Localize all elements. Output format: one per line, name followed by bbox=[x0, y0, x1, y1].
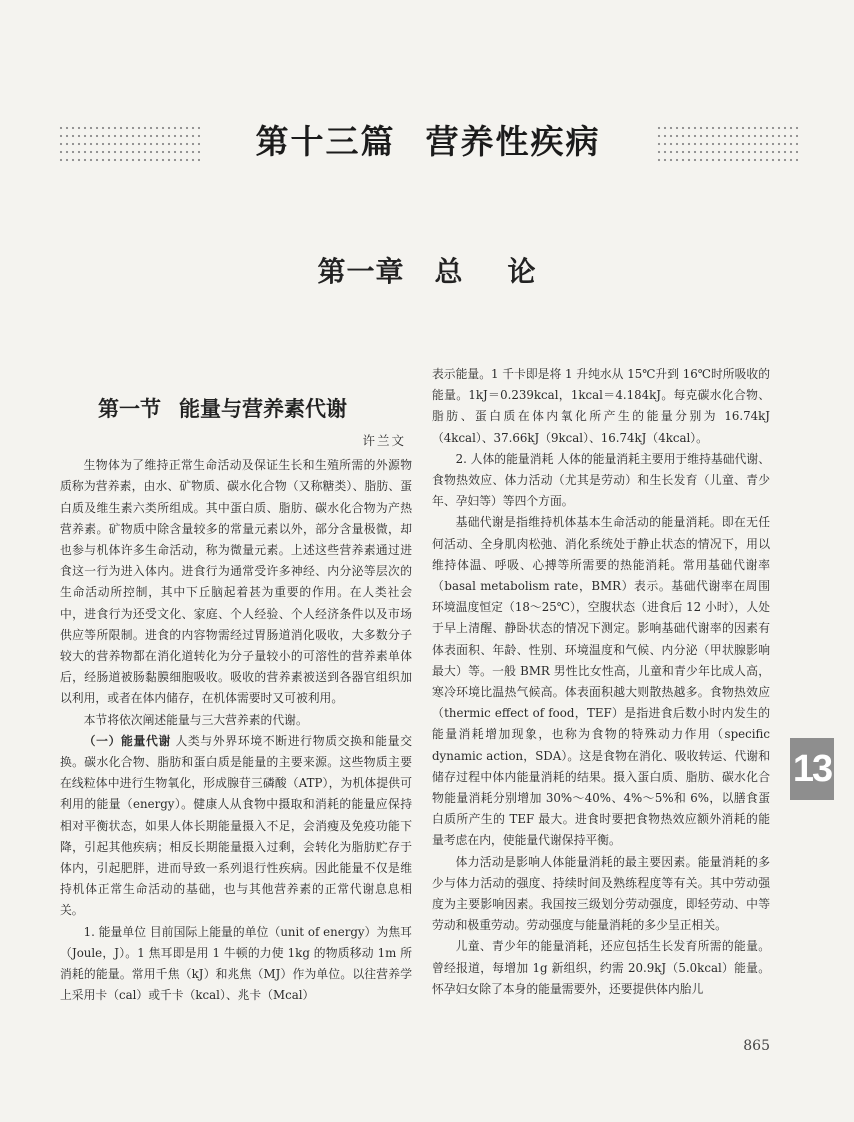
dot-pattern-right bbox=[656, 124, 798, 164]
subhead-energy-metabolism: （一）能量代谢 bbox=[83, 733, 171, 748]
paragraph-growth: 儿童、青少年的能量消耗，还应包括生长发育所需的能量。曾经报道，每增加 1g 新组织，约需 20.9kJ（5.0kcal）能量。怀孕妇女除了本身的能量需要外，还要提供体内胎儿 bbox=[432, 939, 770, 996]
paragraph-energy-metabolism-text: 人类与外界环境不断进行物质交换和能量交换。碳水化合物、脂肪和蛋白质是能量的主要来源。这些物质主要在线粒体中进行生物氧化，形成腺苷三磷酸（ATP），为机体提供可利用的能量（energy）。健康人从食物中摄取和消耗的能量应保持相对平衡状态，如果人体长期能量摄入不足，会消瘦及免疫功能下降，引起其他疾病；相反长期能量摄入过剩，会转化为脂肪贮存于体内，引起肥胖，进而导致一系列退行性疾病。因此能量不仅是维持机体正常生命活动的基础，也与其他营养素的正常代谢息息相关。 bbox=[60, 733, 412, 918]
chapter-tab: 13 bbox=[790, 738, 834, 800]
chapter-name-2: 论 bbox=[507, 255, 537, 288]
section-title bbox=[98, 394, 412, 424]
subhead-energy-consumption: 2. 人体的能量消耗 bbox=[455, 451, 554, 466]
paragraph-energy-unit bbox=[60, 922, 412, 1007]
paragraph-intro: 生物体为了维持正常生命活动及保证生长和生殖所需的外源物质称为营养素，由水、矿物质、碳水化合物（又称糖类）、脂肪、蛋白质及维生素六类所组成。其中蛋白质、脂肪、碳水化合物为产热营养素。矿物质中除含量较多的常量元素以外，部分含量极微，却也参与机体许多生命活动，称为微量元素。上述这些营养素通过进食这一行为进入体内。进食行为通常受许多神经、内分泌等层次的生命活动所控制，其中下丘脑起着甚为重要的作用。在人类社会中，进食行为还受文化、家庭、个人经验、个人经济条件以及市场供应等所限制。进食的内容物需经过胃肠道消化吸收，大多数分子较大的营养物都在消化道转化为分子量较小的可溶性的营养素单体后，经肠道被肠黏膜细胞吸收。吸收的营养素被送到各器官组织加以利用，或者在体内储存，在机体需要时又可被利用。 bbox=[60, 458, 412, 706]
section-label: 第一节 bbox=[98, 396, 161, 421]
subhead-energy-unit: 1. 能量单位 bbox=[83, 924, 147, 939]
paragraph-energy-consumption-text: 人体的能量消耗主要用于维持基础代谢、食物热效应、体力活动（尤其是劳动）和生长发育（儿童、青少年、孕妇等）等四个方面。 bbox=[432, 451, 770, 509]
paragraph-physical-activity: 体力活动是影响人体能量消耗的最主要因素。能量消耗的多少与体力活动的强度、持续时间及熟练程度等有关。其中劳动强度为主要影响因素。我国按三级划分劳动强度，即轻劳动、中等劳动和极重劳动。劳动强度与能量消耗的多少呈正相关。 bbox=[432, 854, 770, 933]
left-column bbox=[60, 370, 412, 1006]
part-name: 营养性疾病 bbox=[425, 122, 601, 161]
chapter-name-1: 总 bbox=[434, 255, 464, 288]
paragraph-energy-unit-text: 目前国际上能量的单位（unit of energy）为焦耳（Joule，J）。1 焦耳即是用 1 牛顿的力使 1kg 的物质移动 1m 所消耗的能量。常用千焦（kJ）和兆焦（MJ）作为单位。以往营养学上采用卡（cal）或千卡（kcal）、兆卡（Mcal） bbox=[60, 924, 412, 1003]
author-name: 许兰文 bbox=[362, 433, 406, 448]
paragraph-basal-metabolism: 基础代谢是指维持机体基本生命活动的能量消耗。即在无任何活动、全身肌肉松弛、消化系统处于静止状态的情况下，用以维持体温、呼吸、心搏等所需要的热能消耗。常用基础代谢率（basal metabolism rate，BMR）表示。基础代谢率在周围环境温度恒定（18～25℃），空腹状态（进食后 12 小时），人处于早上清醒、静卧状态的情况下测定。影响基础代谢率的因素有体表面积、年龄、性别、环境温度和气候、内分泌（甲状腺影响最大）等。一般 BMR 男性比女性高，儿童和青少年比成人高，寒冷环境比温热气候高。体表面积越大则散热越多。食物热效应（thermic effect of food，TEF）是指进食后数小时内发生的能量消耗增加现象，也称为食物的特殊动力作用（specific dynamic action，SDA）。这是食物在消化、吸收转运、代谢和储存过程中体内能量消耗的结果。摄入蛋白质、脂肪、碳水化合物能量消耗分别增加 30%～40%、4%～5%和 6%，以膳食蛋白质所产生的 TEF 最大。进食时要把食物热效应额外消耗的能量考虑在内，使能量代谢保持平衡。 bbox=[432, 515, 770, 848]
chapter-label: 第一章 bbox=[317, 255, 405, 288]
page-number: 865 bbox=[743, 1038, 770, 1054]
paragraph-energy-consumption bbox=[432, 449, 770, 513]
section-name: 能量与营养素代谢 bbox=[179, 396, 347, 421]
right-column bbox=[432, 364, 770, 1000]
chapter-title bbox=[0, 250, 854, 290]
part-header bbox=[58, 118, 798, 170]
paragraph-energy-unit-continued: 表示能量。1 千卡即是将 1 升纯水从 15℃升到 16℃时所吸收的能量。1kJ＝0.239kcal，1kcal＝4.184kJ。每克碳水化合物、脂肪、蛋白质在体内氧化所产生的能量分别为 16.74kJ（4kcal）、37.66kJ（9kcal）、16.74kJ（4kcal）。 bbox=[432, 367, 770, 445]
paragraph-overview: 本节将依次阐述能量与三大营养素的代谢。 bbox=[83, 712, 308, 727]
paragraph-energy-metabolism bbox=[60, 731, 412, 922]
part-label: 第十三篇 bbox=[255, 122, 396, 161]
